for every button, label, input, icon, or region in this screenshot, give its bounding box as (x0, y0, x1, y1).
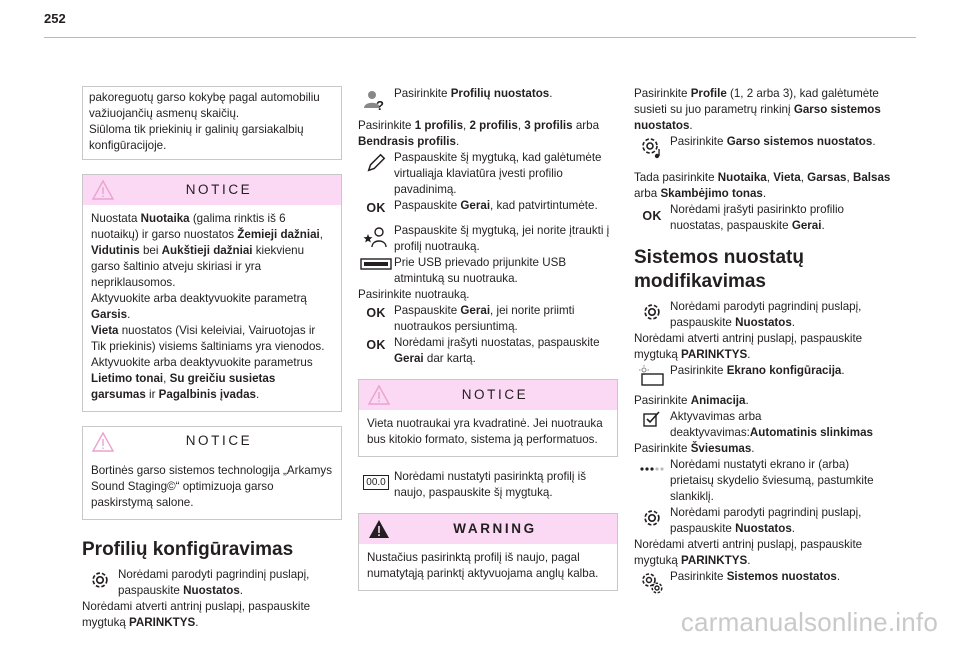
notice-header (83, 427, 341, 457)
step-home: Norėdami parodyti pagrindinį puslapį, paspauskite Nuostatos. (82, 567, 342, 599)
watermark: carmanualsonline.info (680, 607, 938, 638)
section-title-profiles: Profilių konfigūravimas (82, 538, 294, 560)
step-confirm: OK Paspauskite Gerai, kad patvirtintumėte. (358, 198, 618, 217)
ok-icon: OK (366, 338, 386, 353)
brightness-slider-icon (634, 457, 670, 473)
intro-box (82, 86, 342, 160)
notice-header (359, 380, 617, 410)
warning-triangle-icon (91, 179, 115, 201)
notice-box-2 (82, 426, 342, 520)
intro-text: pakoreguotų garso kokybę pagal automobiliu važiuojančių asmenų skaičių. Siūloma tik priekinių ir galinių garsiakalbių konfigūracijoje. (89, 91, 320, 152)
column-3: Pasirinkite Profile (1, 2 arba 3), kad galėtumėte susieti su juo parametrų rinkinį Garso sistemos nuostatos. Pasirinkite Garso sistemos nuostatos. Tada pasirinkite Nuotaika, Vieta, Garsas, Balsas arba Skambėjimo tonas. OK Norėdami įrašyti pasirinkto profilio nuostatas, paspauskite Gerai. Sistemos nuostatų modifikavimas Norėdami parodyti pagrindinį puslapį, paspauskite Nuostatos. Norėdami atverti antrinį puslapį, paspauskite mygtuką PARINKTYS. Pasirinkite Ekrano konfigūracija. Pasirinkite Animacija. Aktyvavimas arba deaktyvavimas:Automatinis slinkimas Pasirinkite Šviesumas. Norėdami nustatyti ekrano ir (arba) prietaisų skydelio šviesumą, pastumkite slankiklį. Norėdami parodyti pagrindinį puslapį, paspauskite Nuostatos. Norėdami atverti antrinį puslapį, paspauskite mygtuką PARINKTYS. Pasirinkite Sistemos nuostatos. (634, 86, 894, 595)
notice-box-1 (82, 174, 342, 412)
step-home-3: Norėdami parodyti pagrindinį puslapį, paspauskite Nuostatos. (634, 505, 894, 537)
step-add-photo: Paspauskite šį mygtuką, jei norite įtraukti į profilį nuotrauką. (358, 223, 618, 255)
step-profile-settings: ? Pasirinkite Profilių nuostatos. (358, 86, 618, 112)
step-rename: Paspauskite šį mygtuką, kad galėtumėte virtualiąja klaviatūra įvesti profilio pavadinimą. (358, 150, 618, 198)
warning-triangle-icon (367, 518, 391, 540)
warning-triangle-icon (367, 384, 391, 406)
notice-title: NOTICE (461, 386, 529, 402)
notice-body: Nuostata Nuotaika (galima rinktis iš 6 nuotaikų) ir garso nuostatos Žemieji dažniai, Vidutinis bei Aukštieji dažniai kiekvienu garso šaltinio atveju skiriasi ir yra nepriklausomos. Aktyvuokite arba deaktyvuokite parametrą Garsis. Vieta nuostatos (Visi keleiviai, Vairuotojas ir Tik priekinis) visiems šaltiniams yra vienodos. Aktyvuokite arba deaktyvuokite parametrus Lietimo tonai, Su greičiu susietas garsumas ir Pagalbinis įvadas. (91, 211, 325, 401)
step-animation: Aktyvavimas arba deaktyvavimas:Automatinis slinkimas (634, 409, 894, 441)
checkbox-icon (634, 409, 670, 427)
column-2: ? Pasirinkite Profilių nuostatos. Pasirinkite 1 profilis, 2 profilis, 3 profilis arba Bendrasis profilis. Paspauskite šį mygtuką, kad galėtumėte virtualiąja klaviatūra įvesti profilio pavadinimą. OK Paspauskite Gerai, kad patvirtintumėte. Paspauskite šį mygtuką, jei norite įtraukti į profilį nuotrauką. Prie USB prievado prijunkite USB atmintuką su nuotrauka. Pasirinkite nuotrauką. OK Paspauskite Gerai, jei norite priimti nuotraukos persiuntimą. OK Norėdami įrašyti nuostatas, paspauskite Gerai dar kartą. NOTICE Vieta nuotraukai yra kvadratinė. Jei nuotrauka bus kitokio formato, sistema ją performatuos. 00.0 Norėdami nustatyti pasirinktą profilį iš naujo, paspauskite šį mygtuką. WARNING Nustačius pasirinktą profilį iš naujo, pagal numatytąją parinktį aktyvuojama anglų kalba. (358, 86, 618, 591)
page-number: 252 (44, 11, 66, 26)
profile-question-icon (358, 86, 394, 112)
audio-settings-icon (634, 134, 670, 160)
ok-icon: OK (366, 200, 386, 215)
step-accept-photo: OK Paspauskite Gerai, jei norite priimti nuotraukos persiuntimą. (366, 304, 575, 334)
notice-box-3 (358, 379, 618, 457)
step-home-2: Norėdami parodyti pagrindinį puslapį, paspauskite Nuostatos. (634, 299, 894, 331)
column-1 (82, 86, 342, 631)
step-save: OK Norėdami įrašyti nuostatas, paspauskite Gerai dar kartą. (366, 336, 600, 366)
ok-icon: OK (642, 208, 662, 223)
settings-gear-icon (634, 299, 670, 323)
pencil-icon (358, 150, 394, 174)
ok-icon: OK (366, 306, 386, 321)
notice-title: NOTICE (185, 181, 253, 197)
warning-title: WARNING (453, 520, 537, 536)
svg-text:?: ? (376, 98, 384, 112)
step-screen-config: Pasirinkite Ekrano konfigūracija. (634, 363, 894, 387)
notice-header (83, 175, 341, 205)
notice-body: Bortinės garso sistemos technologija „Arkamys Sound Staging©“ optimizuoja garso paskirstymą salone. (91, 463, 332, 509)
notice-title: NOTICE (185, 433, 253, 449)
header-rule (44, 37, 916, 38)
step-save-profile: OK Norėdami įrašyti pasirinkto profilio nuostatas, paspauskite Gerai. (642, 202, 844, 232)
warning-triangle-icon (91, 431, 115, 453)
system-settings-icon (634, 569, 670, 595)
section-title-system: Sistemos nuostatų modifikavimas (634, 246, 804, 292)
notice-body: Vieta nuotraukai yra kvadratinė. Jei nuotrauka bus kitokio formato, sistema ją performatuos. (367, 417, 603, 447)
step-brightness: Norėdami nustatyti ekrano ir (arba) prietaisų skydelio šviesumą, pastumkite slankiklį. (634, 457, 894, 505)
step-system-settings: Pasirinkite Sistemos nuostatos. (634, 569, 894, 595)
warning-body: Nustačius pasirinktą profilį iš naujo, pagal numatytąją parinktį aktyvuojama anglų kalba. (367, 550, 599, 580)
reset-icon: 00.0 (363, 475, 388, 490)
screen-brightness-icon (634, 363, 670, 387)
warning-header (359, 514, 617, 544)
add-photo-icon (358, 223, 394, 249)
settings-gear-icon (634, 505, 670, 529)
step-usb: Prie USB prievado prijunkite USB atmintuką su nuotrauka. (358, 255, 618, 287)
step-reset: 00.0 Norėdami nustatyti pasirinktą profilį iš naujo, paspauskite šį mygtuką. (358, 469, 618, 501)
settings-gear-icon (82, 567, 118, 591)
step-options: Norėdami atverti antrinį puslapį, paspauskite mygtuką PARINKTYS. (82, 600, 311, 630)
usb-icon (358, 255, 394, 271)
step-audio-settings: Pasirinkite Garso sistemos nuostatos. (634, 134, 894, 160)
warning-box (358, 513, 618, 591)
